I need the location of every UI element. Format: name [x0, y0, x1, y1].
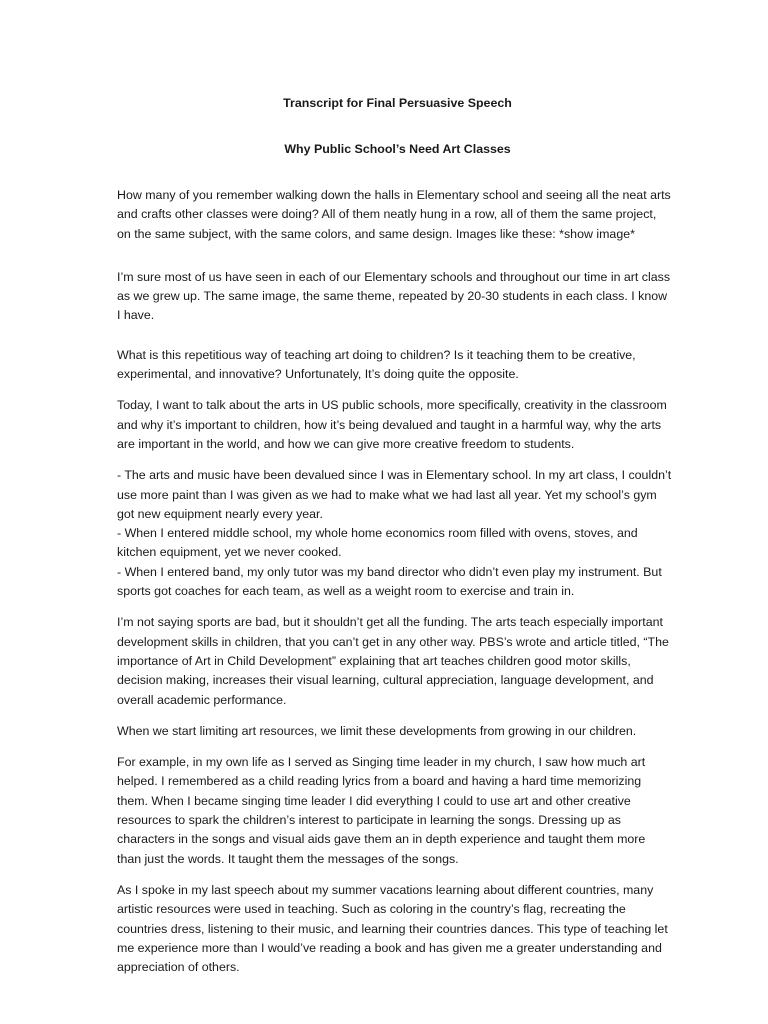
- bullet-item-home-economics: - When I entered middle school, my whole home economics room filled with ovens, stoves, and kitchen equipment, yet we never cooked.: [117, 526, 638, 560]
- paragraph-singing-time: For example, in my own life as I served as Singing time leader in my church, I saw how much art helped. I remembered as a child reading lyrics from a board and having a hard time memorizing them. When I became singing time leader I did everything I could to use art and other creative resources to spark the children’s interest to participate in learning the songs. Dressing up as characters in the songs and visual aids gave them an in depth experience and taught them more than just the words. It taught them the messages of the songs.: [117, 755, 646, 866]
- bullet-item-band: - When I entered band, my only tutor was my band director who didn’t even play my instrument. But sports got coaches for each team, as well as a weight room to exercise and train in.: [117, 564, 662, 599]
- paragraph-repetitious-teaching: What is this repetitious way of teaching art doing to children? Is it teaching them to be creative, experimental, and innovative? Unfortunately, It’s doing quite the opposite.: [117, 347, 636, 382]
- paragraph-topic-overview: Today, I want to talk about the arts in US public schools, more specifically, creativity in the classroom and why it’s important to children, how it’s being devalued and taught in a harmful way, why the arts are important in the world, and how we can give more creative freedom to students.: [117, 398, 667, 451]
- document-subtitle: Why Public School’s Need Art Classes: [284, 142, 511, 156]
- bullet-list: [117, 466, 672, 601]
- paragraph-limiting-resources: When we start limiting art resources, we limit these developments from growing in our children.: [117, 723, 637, 738]
- bullet-item-art-music: - The arts and music have been devalued since I was in Elementary school. In my art class, I couldn’t use more paint than I was given as we had to make what we had last all year. Yet my school’s gym got new equipment nearly every year.: [117, 468, 672, 521]
- paragraph-intro: How many of you remember walking down the halls in Elementary school and seeing all the neat arts and crafts other classes were doing? All of them neatly hung in a row, all of them the same project, on the same subject, with the same colors, and same design. Images like these: *show image*: [117, 188, 671, 241]
- paragraph-summer-vacations: As I spoke in my last speech about my summer vacations learning about different countries, many artistic resources were used in teaching. Such as coloring in the country’s flag, recreating the countries dress, listening to their music, and learning their countries dances. This type of teaching let me experience more than I would’ve reading a book and has given me a greater understanding and appreciation of others.: [117, 882, 668, 975]
- paragraph-funding: I’m not saying sports are bad, but it shouldn’t get all the funding. The arts teach especially important development skills in children, that you can’t get in any other way. PBS’s wrote and article titled, “The importance of Art in Child Development” explaining that art teaches children good motor skills, decision making, increases their visual learning, cultural appreciation, language development, and overall academic performance.: [117, 615, 669, 707]
- paragraph-common-experience: I’m sure most of us have seen in each of our Elementary schools and throughout our time in art class as we grew up. The same image, the same theme, repeated by 20-30 students in each class. I know I have.: [117, 269, 671, 323]
- document-title: Transcript for Final Persuasive Speech: [283, 96, 512, 110]
